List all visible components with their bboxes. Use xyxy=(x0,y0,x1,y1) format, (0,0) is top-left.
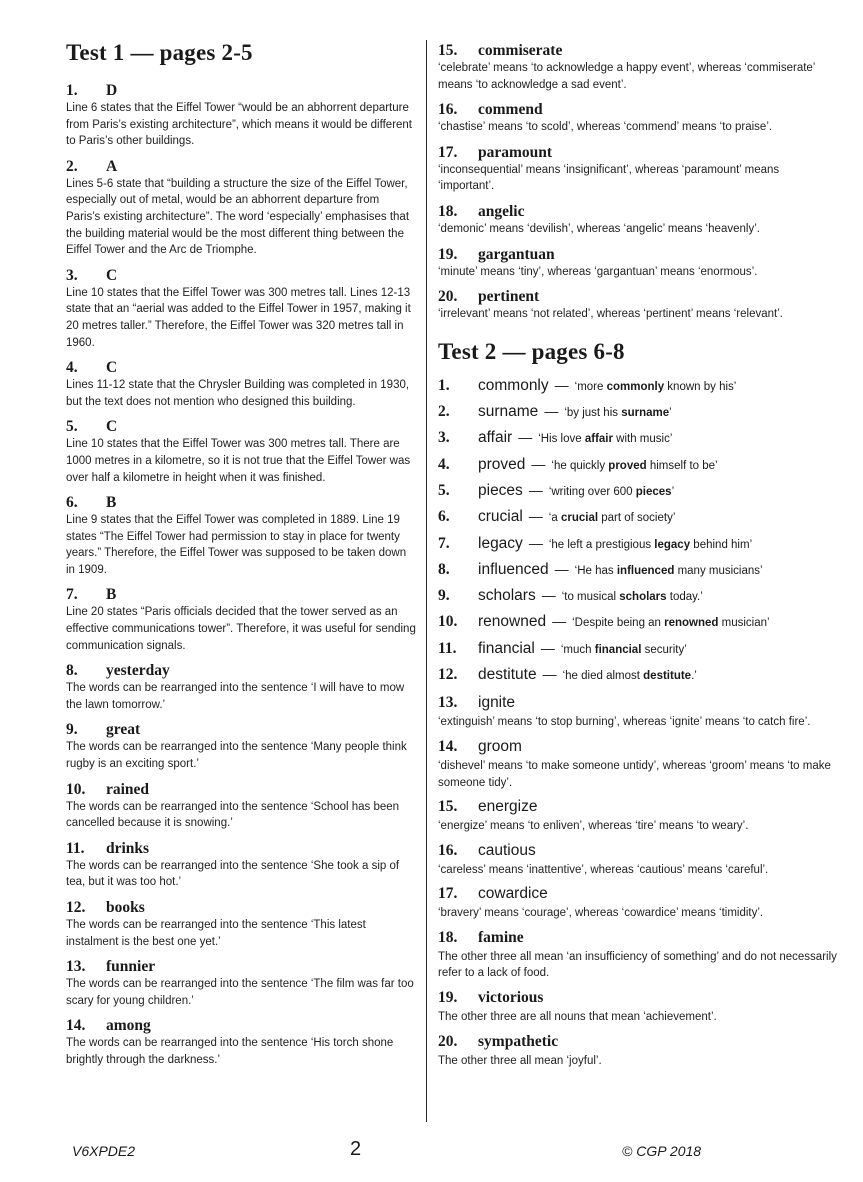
answer-word: crucial xyxy=(478,508,523,526)
answer-heading xyxy=(438,42,838,60)
test2-answer-list xyxy=(438,694,838,1069)
answer-item xyxy=(438,246,838,281)
answer-word: financial xyxy=(478,639,535,657)
answer-heading xyxy=(438,1033,838,1053)
question-number: 7. xyxy=(438,534,450,552)
answer-explanation: The other three all mean ‘joyful’. xyxy=(438,1054,602,1067)
context-quote xyxy=(561,644,687,656)
context-quote xyxy=(538,433,672,445)
test1-title: Test 1 — pages 2-5 xyxy=(66,40,253,65)
context-quote xyxy=(572,617,770,629)
em-dash: — xyxy=(518,429,533,446)
question-number: 12. xyxy=(66,899,86,916)
quote-highlight: influenced xyxy=(616,564,675,577)
answer-value: books xyxy=(106,899,145,916)
answer-explanation: The words can be rearranged into the sentence ‘The film was far too scary for young children.’ xyxy=(66,978,414,1007)
answer-word: proved xyxy=(478,455,526,473)
question-number: 16. xyxy=(438,841,458,859)
answer-heading xyxy=(66,267,416,285)
answer-value: sympathetic xyxy=(478,1032,559,1050)
answer-explanation: Line 20 states “Paris officials decided that the tower served as an effective communications tower”. Therefore, it was useful for sending communication signals. xyxy=(66,606,416,652)
answer-value: C xyxy=(106,418,118,436)
question-number: 10. xyxy=(66,780,86,798)
answer-heading xyxy=(66,1017,416,1035)
word-answer-row xyxy=(438,535,838,561)
answer-item xyxy=(66,267,416,351)
answer-explanation: The words can be rearranged into the sentence ‘School has been cancelled because it is snowing.’ xyxy=(66,800,400,830)
answer-heading xyxy=(438,738,838,758)
answer-explanation: ‘careless’ means ‘inattentive’, whereas ‘cautious’ means ‘careful’. xyxy=(438,863,769,876)
answer-word: destitute xyxy=(478,666,537,684)
answer-value: famine xyxy=(478,928,524,946)
em-dash: — xyxy=(528,481,543,498)
answer-heading xyxy=(438,885,838,905)
question-number: 9. xyxy=(438,587,450,605)
em-dash: — xyxy=(528,534,543,551)
answer-explanation: The words can be rearranged into the sentence ‘This latest instalment is the best one yet.’ xyxy=(66,919,366,948)
answer-explanation: ‘bravery’ means ‘courage’, whereas ‘cowardice’ means ‘timidity’. xyxy=(438,907,764,920)
context-quote xyxy=(549,512,676,524)
answer-explanation: The other three are all nouns that mean ‘achievement’. xyxy=(438,1011,717,1024)
answer-word: commonly xyxy=(478,376,549,394)
answer-explanation: Line 10 states that the Eiffel Tower was 300 metres tall. There are 1000 metres in a kilometre, so it is not true that the Eiffel Tower was over half a kilometre in height when it was finished. xyxy=(66,438,411,484)
question-number: 8. xyxy=(438,560,450,578)
answer-explanation: Line 6 states that the Eiffel Tower “would be an abhorrent departure from Paris’s existing architecture”, which means it would be different to Paris’s other buildings. xyxy=(66,102,413,148)
question-number: 20. xyxy=(438,288,458,306)
question-number: 5. xyxy=(66,418,78,436)
answer-item xyxy=(438,101,838,136)
answer-item xyxy=(438,42,838,93)
answer-explanation: ‘dishevel’ means ‘to make someone untidy’, whereas ‘groom’ means ‘to make someone tidy’. xyxy=(438,759,831,789)
answer-item xyxy=(66,781,416,832)
quote-highlight: destitute xyxy=(643,670,692,683)
answer-heading xyxy=(66,899,416,917)
footer-copyright: © CGP 2018 xyxy=(622,1143,702,1159)
answer-value: pertinent xyxy=(478,288,540,306)
quote-end: security’ xyxy=(641,643,687,656)
answer-value: paramount xyxy=(478,143,553,161)
answer-explanation: ‘demonic’ means ‘devilish’, whereas ‘angelic’ means ‘heavenly’. xyxy=(438,222,760,235)
answer-value: victorious xyxy=(478,989,544,1007)
word-answer-row xyxy=(438,403,838,429)
answer-item xyxy=(438,885,838,922)
answer-item xyxy=(438,203,838,238)
question-number: 13. xyxy=(438,694,458,712)
answer-heading xyxy=(438,101,838,119)
answer-value: B xyxy=(106,494,117,512)
question-number: 2. xyxy=(66,157,78,175)
answer-item xyxy=(438,929,838,982)
answer-value: cowardice xyxy=(478,885,548,903)
question-number: 20. xyxy=(438,1032,458,1050)
answer-value: gargantuan xyxy=(478,245,555,263)
answer-explanation: ‘energize’ means ‘to enliven’, whereas ‘tire’ means ‘to weary’. xyxy=(438,820,749,833)
question-number: 18. xyxy=(438,928,458,946)
quote-highlight: legacy xyxy=(654,538,691,551)
quote-end: ’ xyxy=(669,407,672,420)
question-number: 2. xyxy=(438,403,450,421)
answer-heading xyxy=(438,288,838,306)
answer-heading xyxy=(66,158,416,176)
test1-answer-list xyxy=(66,82,416,1069)
answer-value: rained xyxy=(106,780,150,798)
answer-value: groom xyxy=(478,737,522,755)
quote-start: ‘writing over 600 xyxy=(548,485,636,498)
question-number: 14. xyxy=(438,737,458,755)
answer-item xyxy=(438,144,838,195)
answer-heading xyxy=(438,929,838,949)
answer-word: pieces xyxy=(478,481,523,499)
answer-item xyxy=(438,738,838,791)
context-quote xyxy=(575,565,763,577)
answer-heading xyxy=(66,840,416,858)
quote-end: many musicians’ xyxy=(674,564,763,577)
question-number: 1. xyxy=(66,82,78,99)
answer-value: commend xyxy=(478,101,543,119)
question-number: 19. xyxy=(438,989,458,1007)
quote-end: behind him’ xyxy=(690,538,753,551)
quote-end: musician’ xyxy=(718,617,770,630)
question-number: 8. xyxy=(66,662,78,680)
em-dash: — xyxy=(544,403,559,420)
quote-start: ‘He has xyxy=(574,564,617,577)
question-number: 9. xyxy=(66,721,78,739)
answer-heading xyxy=(66,662,416,680)
answer-item xyxy=(66,899,416,950)
answer-heading xyxy=(438,144,838,162)
em-dash: — xyxy=(531,455,546,472)
word-answer-row xyxy=(438,508,838,534)
question-number: 11. xyxy=(438,639,457,657)
answer-heading xyxy=(66,359,416,377)
quote-highlight: affair xyxy=(584,433,613,446)
question-number: 14. xyxy=(66,1017,86,1035)
em-dash: — xyxy=(528,508,543,525)
left-column xyxy=(66,40,416,1077)
context-quote xyxy=(549,486,674,498)
question-number: 6. xyxy=(438,508,450,526)
em-dash: — xyxy=(554,376,569,393)
question-number: 10. xyxy=(438,613,458,631)
right-column xyxy=(438,42,838,1076)
word-answer-row xyxy=(438,587,838,613)
quote-highlight: surname xyxy=(621,407,670,420)
quote-start: ‘he left a prestigious xyxy=(548,538,655,551)
answer-explanation: The words can be rearranged into the sentence ‘She took a sip of tea, but it was too hot.’ xyxy=(66,859,400,889)
question-number: 17. xyxy=(438,885,458,903)
question-number: 4. xyxy=(438,455,450,473)
answer-value: funnier xyxy=(106,958,156,976)
answer-value: B xyxy=(106,586,117,604)
answer-heading xyxy=(438,246,838,264)
answer-heading xyxy=(438,203,838,221)
answer-explanation: ‘extinguish’ means ‘to stop burning’, whereas ‘ignite’ means ‘to catch fire’. xyxy=(438,716,811,729)
test2-word-list xyxy=(438,377,838,693)
quote-start: ‘much xyxy=(560,643,595,656)
context-quote xyxy=(562,591,703,603)
quote-highlight: scholars xyxy=(619,591,667,604)
answer-item xyxy=(66,721,416,772)
word-answer-row xyxy=(438,640,838,666)
answer-item xyxy=(438,798,838,835)
answer-item xyxy=(66,840,416,891)
answer-item xyxy=(66,158,416,259)
question-number: 12. xyxy=(438,666,458,684)
answer-heading xyxy=(66,958,416,976)
word-answer-row xyxy=(438,561,838,587)
word-answer-row xyxy=(438,666,838,692)
question-number: 19. xyxy=(438,245,458,263)
answer-word: influenced xyxy=(478,560,549,578)
answer-heading xyxy=(66,82,416,100)
quote-start: ‘Despite being an xyxy=(572,617,665,630)
em-dash: — xyxy=(541,587,556,604)
quote-highlight: commonly xyxy=(606,380,665,393)
answer-item xyxy=(438,288,838,323)
quote-end: ’ xyxy=(671,485,675,498)
answer-heading xyxy=(438,989,838,1009)
answer-heading xyxy=(66,721,416,739)
answer-explanation: ‘irrelevant’ means ‘not related’, whereas ‘pertinent’ means ‘relevant’. xyxy=(438,308,783,321)
question-number: 15. xyxy=(438,798,458,816)
question-number: 6. xyxy=(66,494,78,512)
quote-end: .’ xyxy=(691,670,697,683)
answer-value: cautious xyxy=(478,841,536,859)
answer-explanation: The other three all mean ‘an insufficiency of something’ and do not necessarily refer to a lack of food. xyxy=(438,950,837,980)
quote-start: ‘he died almost xyxy=(562,670,644,683)
question-number: 15. xyxy=(438,42,458,59)
answer-heading xyxy=(66,494,416,512)
quote-highlight: financial xyxy=(594,643,642,656)
quote-end: known by his’ xyxy=(664,380,737,393)
quote-highlight: crucial xyxy=(560,512,599,525)
question-number: 3. xyxy=(438,429,450,447)
word-answer-row xyxy=(438,377,838,403)
answer-value: A xyxy=(106,157,118,175)
answer-item xyxy=(438,989,838,1026)
answer-word: scholars xyxy=(478,587,536,605)
answer-heading xyxy=(66,781,416,799)
answer-value: C xyxy=(106,359,118,377)
quote-start: ‘His love xyxy=(538,433,585,446)
context-quote xyxy=(575,381,737,393)
question-number: 17. xyxy=(438,143,458,161)
question-number: 7. xyxy=(66,586,78,604)
answer-word: legacy xyxy=(478,534,523,552)
context-quote xyxy=(564,407,671,419)
em-dash: — xyxy=(552,613,567,630)
quote-end: himself to be’ xyxy=(646,459,718,472)
answer-value: D xyxy=(106,82,118,99)
quote-start: ‘more xyxy=(574,380,607,393)
column-divider xyxy=(426,40,427,1122)
answer-item xyxy=(438,1033,838,1070)
answer-heading xyxy=(438,798,838,818)
answer-item xyxy=(66,359,416,410)
quote-highlight: proved xyxy=(608,459,647,472)
context-quote xyxy=(563,670,697,682)
footer-code: V6XPDE2 xyxy=(72,1143,136,1159)
answer-explanation: The words can be rearranged into the sentence ‘His torch shone brightly through the darkness.’ xyxy=(66,1037,394,1066)
answer-explanation: ‘inconsequential’ means ‘insignificant’, whereas ‘paramount’ means ‘important’. xyxy=(438,163,780,193)
answer-explanation: Lines 11-12 state that the Chrysler Building was completed in 1930, but the text does not mention who designed this building. xyxy=(66,379,410,408)
context-quote xyxy=(549,539,752,551)
answer-explanation: ‘chastise’ means ‘to scold’, whereas ‘commend’ means ‘to praise’. xyxy=(438,121,773,134)
question-number: 16. xyxy=(438,101,458,119)
answer-explanation: Line 10 states that the Eiffel Tower was 300 metres tall. Lines 12-13 state that an “aerial was added to the Eiffel Tower in 1957, making it 20 metres taller.” Therefore, the Eiffel Tower was 320 metres tall in 1960. xyxy=(66,286,411,349)
question-number: 4. xyxy=(66,359,78,377)
answer-item xyxy=(66,418,416,486)
answer-value: energize xyxy=(478,798,538,816)
quote-start: ‘to musical xyxy=(561,591,620,604)
quote-end: part of society’ xyxy=(598,512,676,525)
quote-highlight: pieces xyxy=(635,485,672,498)
answer-value: C xyxy=(106,266,118,284)
answer-item xyxy=(66,586,416,654)
answer-explanation: Lines 5-6 state that “building a structure the size of the Eiffel Tower, especially out of metal, would be an abhorrent departure from Paris’s existing architecture”. The word ‘especially’ emphasises that the building material would be the most different thing between the Eiffel Tower and the Arc de Triomphe. xyxy=(66,177,410,257)
answer-value: commiserate xyxy=(478,42,563,59)
quote-end: today.’ xyxy=(666,591,703,604)
answer-explanation: Line 9 states that the Eiffel Tower was completed in 1889. Line 19 states “The Eiffel Tower had permission to stay in place for twenty years.” Therefore, the Eiffel Tower was supposed to be taken down in 1909. xyxy=(66,514,407,576)
answer-explanation: The words can be rearranged into the sentence ‘Many people think rugby is an exciting sport.’ xyxy=(66,741,407,771)
quote-start: ‘he quickly xyxy=(551,459,609,472)
answer-item xyxy=(438,694,838,731)
quote-start: ‘a xyxy=(548,512,561,525)
word-answer-row xyxy=(438,613,838,639)
answer-heading xyxy=(438,842,838,862)
answer-explanation: ‘minute’ means ‘tiny’, whereas ‘gargantuan’ means ‘enormous’. xyxy=(438,265,758,278)
answer-item xyxy=(66,494,416,578)
answer-explanation: ‘celebrate’ means ‘to acknowledge a happy event’, whereas ‘commiserate’ means ‘to acknowledge a sad event’. xyxy=(438,62,815,91)
answer-value: among xyxy=(106,1017,151,1035)
quote-highlight: renowned xyxy=(664,617,719,630)
answer-heading xyxy=(66,418,416,436)
word-answer-row xyxy=(438,429,838,455)
answer-value: great xyxy=(106,721,141,739)
question-number: 3. xyxy=(66,266,78,284)
quote-end: with music’ xyxy=(612,433,673,446)
question-number: 11. xyxy=(66,839,85,857)
test2-title: Test 2 — pages 6-8 xyxy=(438,338,625,364)
answer-item xyxy=(66,1017,416,1068)
answer-word: affair xyxy=(478,429,513,447)
answer-value: yesterday xyxy=(106,662,170,680)
answer-word: surname xyxy=(478,403,539,421)
question-number: 13. xyxy=(66,958,86,976)
em-dash: — xyxy=(542,666,557,683)
question-number: 1. xyxy=(438,376,450,394)
word-answer-row xyxy=(438,456,838,482)
question-number: 18. xyxy=(438,202,458,220)
answer-value: drinks xyxy=(106,839,150,857)
page-number: 2 xyxy=(350,1138,362,1160)
quote-start: ‘by just his xyxy=(564,407,622,420)
answer-explanation: The words can be rearranged into the sentence ‘I will have to mow the lawn tomorrow.’ xyxy=(66,682,405,711)
answer-word: renowned xyxy=(478,613,547,631)
em-dash: — xyxy=(540,639,555,656)
question-number: 5. xyxy=(438,481,450,499)
answer-item xyxy=(66,82,416,150)
em-dash: — xyxy=(554,560,569,577)
answer-heading xyxy=(438,694,838,714)
answer-value: ignite xyxy=(478,694,516,712)
answer-item xyxy=(438,842,838,879)
answer-item xyxy=(66,958,416,1009)
answer-value: angelic xyxy=(478,202,525,220)
test1-answer-list-continued xyxy=(438,42,838,323)
context-quote xyxy=(551,460,717,472)
word-answer-row xyxy=(438,482,838,508)
answer-item xyxy=(66,662,416,713)
answer-heading xyxy=(66,586,416,604)
